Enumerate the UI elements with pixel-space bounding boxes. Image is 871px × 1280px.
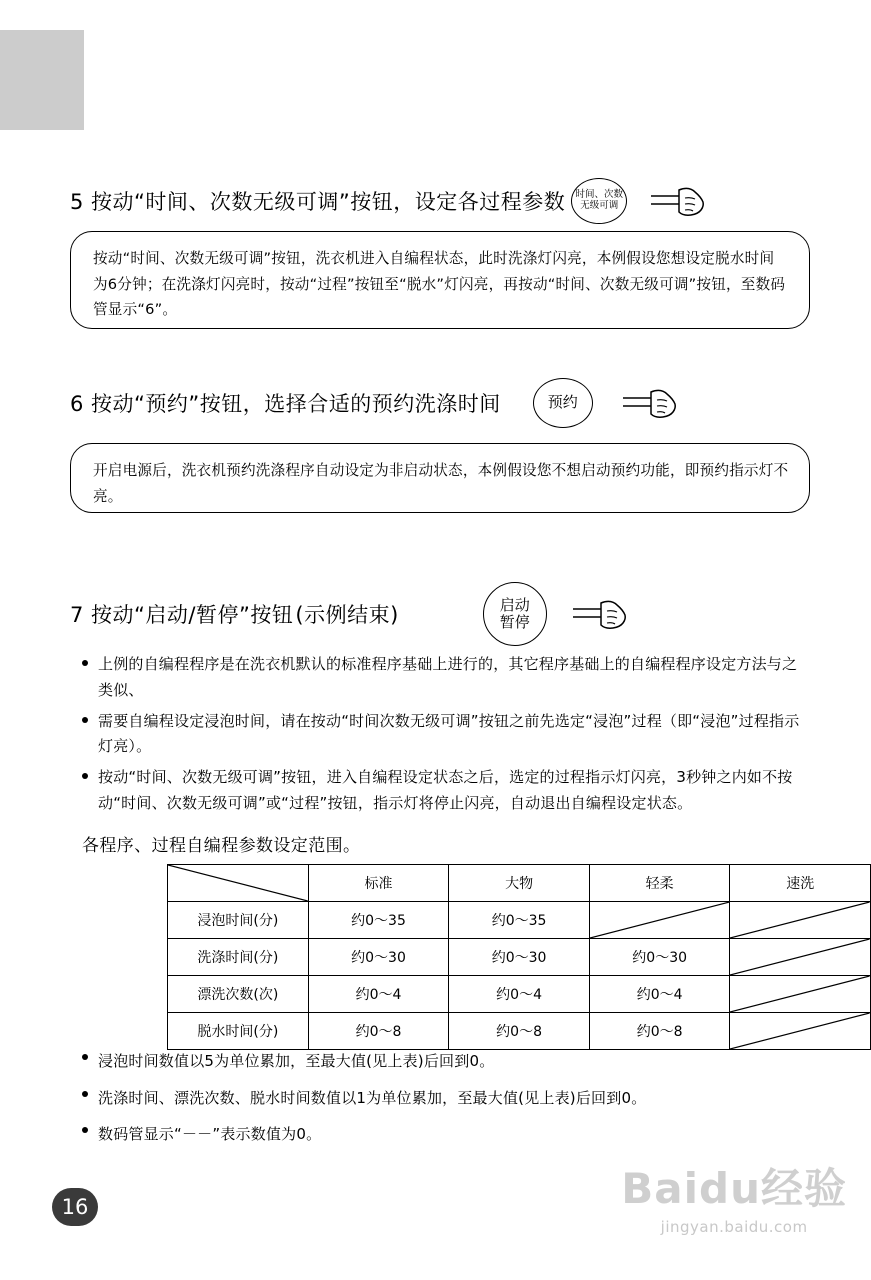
table-cell-2-3 [730,976,871,1013]
footer-bullet-text-3: 数码管显示“－－”表示数值为0。 [98,1125,322,1143]
list-item [82,1119,812,1151]
bullet-text-1: 上例的自编程程序是在洗衣机默认的标准程序基础上进行的，其它程序基础上的自编程程序设定方法与之类似、 [98,655,798,699]
bullet-dot-icon [82,1046,98,1078]
corner-decoration-block [0,30,84,130]
page-number-badge: 16 [52,1188,98,1226]
table-header-row [168,865,871,902]
button-reservation[interactable] [533,378,593,428]
button-time-count-adjust-line2: 无级可调 [580,200,619,211]
button-start-pause-line2: 暂停 [499,613,530,631]
hand-pointing-icon-7 [571,597,627,631]
bullet-text-2: 需要自编程设定浸泡时间，请在按动“时间次数无级可调”按钮之前先选定“浸泡”过程（即“浸泡”过程指示灯亮）。 [98,711,800,756]
step-6-note-box [70,443,810,513]
table-row-label-0: 浸泡时间(分) [168,902,309,939]
parameter-range-table [167,864,871,1050]
step-5-title: 5 按动“时间、次数无级可调”按钮，设定各过程参数 [70,190,566,214]
diagonal-line-icon [590,902,730,938]
table-cell-3-1: 约0～8 [449,1013,590,1050]
watermark-sub-text: jingyan.baidu.com [660,1218,808,1236]
hand-icon-svg-6 [621,386,677,420]
list-item [82,1083,812,1115]
table-cell-0-2 [589,902,730,939]
table-row [168,976,871,1013]
bullet-dot-icon [82,709,98,761]
table-cell-3-3 [730,1013,871,1050]
step-6-note-text: 开启电源后，洗衣机预约洗涤程序自动设定为非启动状态，本例假设您不想启动预约功能，即预约指示灯不亮。 [93,462,789,505]
table-cell-1-1: 约0～30 [449,939,590,976]
step-6-title: 6 按动“预约”按钮，选择合适的预约洗涤时间 [70,392,501,416]
table-cell-2-0: 约0～4 [308,976,449,1013]
footer-bullet-text-2: 洗涤时间、漂洗次数、脱水时间数值以1为单位累加，至最大值(见上表)后回到0。 [98,1088,647,1107]
diagonal-line-icon [730,976,870,1012]
table-corner-cell [168,865,309,902]
watermark-main-text: Baidu经验 [621,1164,847,1213]
table-header-col-3: 轻柔 [589,865,730,902]
hand-pointing-icon-6 [621,386,677,420]
list-item [82,1046,812,1078]
button-reservation-label: 预约 [547,393,578,412]
notes-bullet-list [82,652,812,822]
hand-icon-svg-5 [649,184,705,218]
table-cell-1-3 [730,939,871,976]
table-row [168,1013,871,1050]
step-7-title-suffix: (示例结束) [295,603,399,627]
table-cell-1-0: 约0～30 [308,939,449,976]
step-6-heading-row [70,378,810,428]
bullet-dot-icon [82,652,98,704]
table-cell-0-3 [730,902,871,939]
list-item [82,709,812,761]
table-cell-3-2: 约0～8 [589,1013,730,1050]
table-caption: 各程序、过程自编程参数设定范围。 [82,836,361,856]
watermark [621,1164,847,1236]
table-row [168,939,871,976]
diagonal-line-icon [730,902,870,938]
hand-icon-svg-7 [571,597,627,631]
footer-bullet-text-1: 浸泡时间数值以5为单位累加，至最大值(见上表)后回到0。 [98,1052,495,1070]
table-row-label-1: 洗涤时间(分) [168,939,309,976]
step-7-heading-row [70,582,810,646]
hand-pointing-icon-5 [649,184,705,218]
table-row-label-2: 漂洗次数(次) [168,976,309,1013]
table-cell-2-1: 约0～4 [449,976,590,1013]
diagonal-line-icon [168,865,308,901]
footer-bullet-list [82,1046,812,1156]
bullet-dot-icon [82,765,98,817]
table-row [168,902,871,939]
step-7-title: 7 按动“启动/暂停”按钮 [70,603,294,627]
table-cell-0-0: 约0～35 [308,902,449,939]
table-row-label-3: 脱水时间(分) [168,1013,309,1050]
table-header-col-4: 速洗 [730,865,871,902]
table-header-col-1: 标准 [308,865,449,902]
table-cell-1-2: 约0～30 [589,939,730,976]
button-start-pause-line1: 启动 [499,595,530,614]
diagonal-line-icon [730,939,870,975]
step-5-note-box [70,231,810,329]
list-item [82,652,812,704]
diagonal-line-icon [730,1013,870,1049]
list-item [82,765,812,817]
table-cell-3-0: 约0～8 [308,1013,449,1050]
bullet-dot-icon [82,1119,98,1151]
table-header-col-2: 大物 [449,865,590,902]
button-start-pause[interactable] [483,582,547,646]
bullet-text-3: 按动“时间、次数无级可调”按钮，进入自编程设定状态之后，选定的过程指示灯闪亮，3秒钟之内如不按动“时间、次数无级可调”或“过程”按钮，指示灯将停止闪亮，自动退出自编程设定状态。 [98,768,793,812]
table-cell-0-1: 约0～35 [449,902,590,939]
button-time-count-adjust-line1: 时间、次数 [575,189,624,201]
button-time-count-adjust[interactable] [571,178,627,224]
bullet-dot-icon [82,1083,98,1115]
table-cell-2-2: 约0～4 [589,976,730,1013]
step-5-heading-row [70,178,810,224]
step-5-note-text: 按动“时间、次数无级可调”按钮，洗衣机进入自编程状态，此时洗涤灯闪亮，本例假设您想设定脱水时间为6分钟；在洗涤灯闪亮时，按动“过程”按钮至“脱水”灯闪亮，再按动“时间、次数无级可调”按钮，至数码管显示“6”。 [93,250,786,319]
